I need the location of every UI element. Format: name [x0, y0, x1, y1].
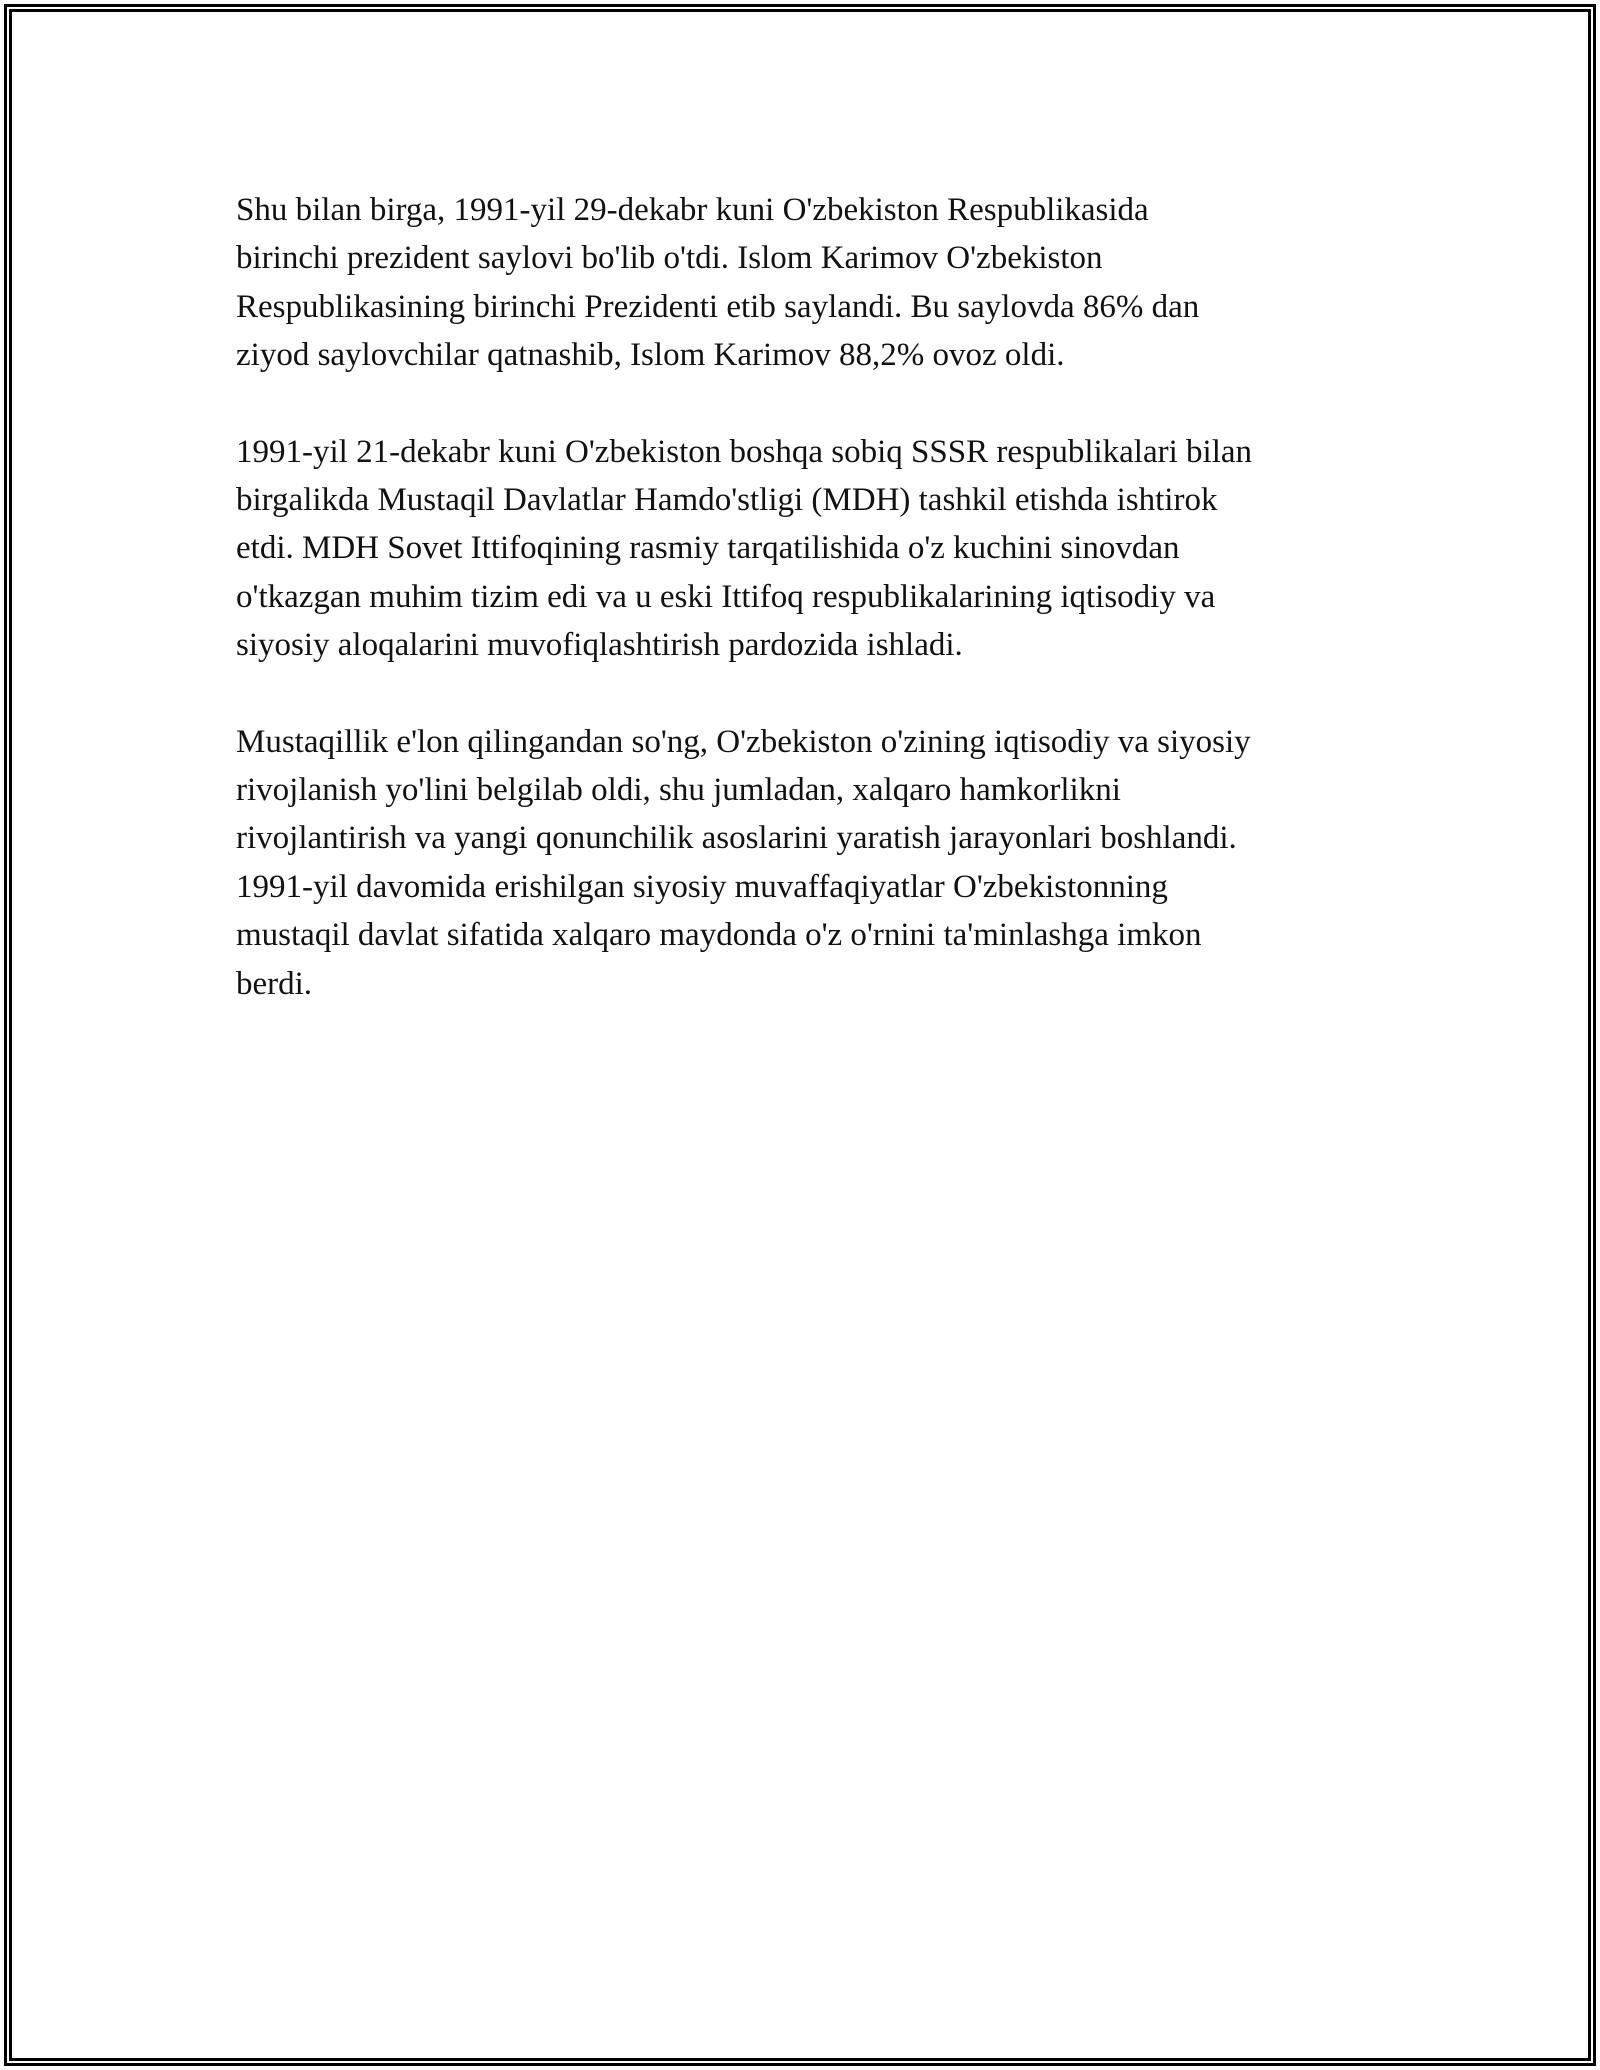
text-line: rivojlanish yo'lini belgilab oldi, shu jumladan, xalqaro hamkorlikni	[236, 772, 1121, 809]
text-line: rivojlantirish va yangi qonunchilik asoslarini yaratish jarayonlari boshlandi.	[236, 820, 1237, 857]
text-line: Respublikasining birinchi Prezidenti etib saylandi. Bu saylovda 86% dan	[236, 288, 1200, 325]
text-line: o'tkazgan muhim tizim edi va u eski Ittifoq respublikalarining iqtisodiy va	[236, 578, 1216, 615]
text-line: Shu bilan birga, 1991-yil 29-dekabr kuni O'zbekiston Respublikasida	[236, 192, 1149, 228]
text-line: mustaqil davlat sifatida xalqaro maydonda o'z o'rnini ta'minlashga imkon	[236, 917, 1202, 954]
text-line: 1991-yil davomida erishilgan siyosiy muvaffaqiyatlar O'zbekistonning	[236, 868, 1168, 905]
text-line: Mustaqillik e'lon qilingandan so'ng, O'zbekiston o'zining iqtisodiy va siyosiy	[236, 723, 1251, 760]
text-line: berdi.	[236, 965, 313, 1002]
text-line: birgalikda Mustaqil Davlatlar Hamdo'stligi (MDH) tashkil etishda ishtirok	[236, 482, 1218, 519]
text-line: siyosiy aloqalarini muvofiqlashtirish pardozida ishladi.	[236, 627, 963, 664]
text-line: birinchi prezident saylovi bo'lib o'tdi. Islom Karimov O'zbekiston	[236, 240, 1103, 277]
document-body	[236, 186, 1376, 1056]
paragraph-2	[236, 428, 1376, 670]
text-line: 1991-yil 21-dekabr kuni O'zbekiston boshqa sobiq SSSR respublikalari bilan	[236, 433, 1253, 470]
text-line: ziyod saylovchilar qatnashib, Islom Karimov 88,2% ovoz oldi.	[236, 337, 1065, 374]
text-line: etdi. MDH Sovet Ittifoqining rasmiy tarqatilishida o'z kuchini sinovdan	[236, 530, 1180, 567]
paragraph-3	[236, 718, 1376, 1008]
paragraph-1	[236, 186, 1376, 380]
